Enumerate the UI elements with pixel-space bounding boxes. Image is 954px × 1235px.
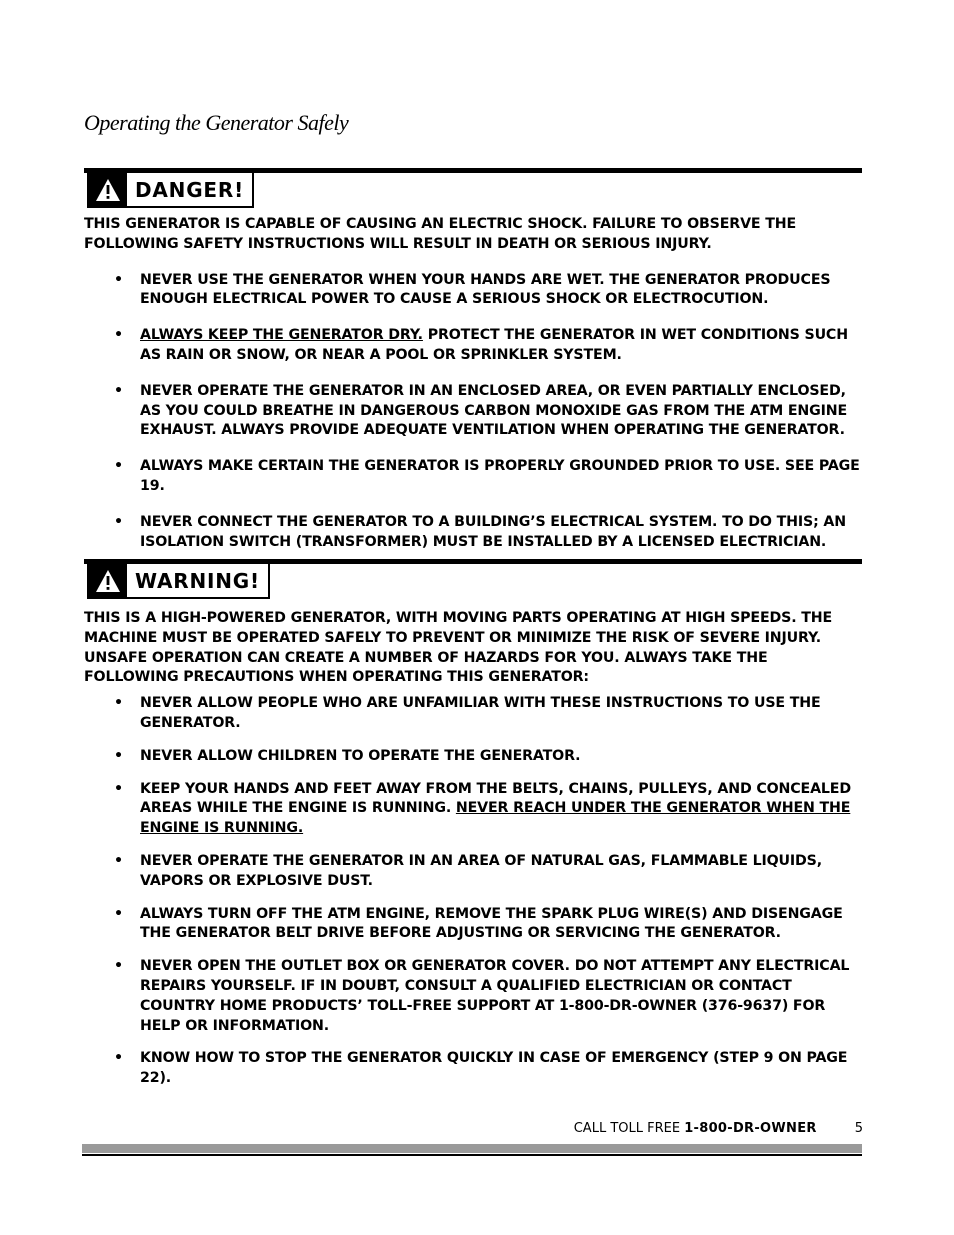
bullet-icon: • bbox=[114, 1050, 123, 1067]
item-text: KNOW HOW TO STOP THE GENERATOR QUICKLY IN CASE OF EMERGENCY (STEP 9 ON PAGE 22). bbox=[140, 1050, 848, 1087]
list-item bbox=[84, 382, 862, 441]
list-item bbox=[84, 326, 862, 366]
list-item bbox=[84, 905, 862, 945]
bullet-icon: • bbox=[114, 382, 123, 399]
footer-rule bbox=[82, 1144, 862, 1156]
bullet-icon: • bbox=[114, 747, 123, 764]
list-item bbox=[84, 271, 862, 311]
danger-list bbox=[84, 271, 862, 553]
list-item bbox=[84, 457, 862, 497]
bullet-icon: • bbox=[114, 780, 123, 797]
warning-triangle-icon bbox=[89, 564, 127, 597]
list-item bbox=[84, 780, 862, 839]
warning-label-box bbox=[87, 562, 270, 599]
list-item bbox=[84, 852, 862, 892]
warning-list bbox=[84, 694, 862, 1089]
bullet-icon: • bbox=[114, 327, 123, 344]
item-text: KEEP YOUR HANDS AND FEET AWAY FROM THE BELTS, CHAINS, PULLEYS, AND CONCEALED AREAS WHILE THE ENGINE IS RUNNING. bbox=[140, 780, 851, 817]
footer-call-label: CALL TOLL FREE bbox=[573, 1121, 685, 1136]
bullet-icon: • bbox=[114, 852, 123, 869]
warning-section bbox=[84, 559, 862, 1102]
bullet-icon: • bbox=[114, 905, 123, 922]
list-item bbox=[84, 747, 862, 767]
danger-intro: THIS GENERATOR IS CAPABLE OF CAUSING AN ELECTRIC SHOCK. FAILURE TO OBSERVE THE FOLLOWING SAFETY INSTRUCTIONS WILL RESULT IN DEATH OR SERIOUS INJURY. bbox=[84, 216, 797, 252]
item-text: NEVER OPERATE THE GENERATOR IN AN AREA OF NATURAL GAS, FLAMMABLE LIQUIDS, VAPORS OR EXPLOSIVE DUST. bbox=[140, 852, 822, 889]
item-text: NEVER CONNECT THE GENERATOR TO A BUILDING’S ELECTRICAL SYSTEM. TO DO THIS; AN ISOLATION SWITCH (TRANSFORMER) MUST BE INSTALLED BY A LICENSED ELECTRICIAN. bbox=[140, 513, 846, 550]
list-item bbox=[84, 694, 862, 734]
bullet-icon: • bbox=[114, 458, 123, 475]
item-text: NEVER USE THE GENERATOR WHEN YOUR HANDS ARE WET. THE GENERATOR PRODUCES ENOUGH ELECTRICAL POWER TO CAUSE A SERIOUS SHOCK OR ELECTROCUTION. bbox=[140, 271, 831, 308]
bullet-icon: • bbox=[114, 271, 123, 288]
underlined-text: NEVER REACH UNDER THE GENERATOR WHEN THE ENGINE IS RUNNING. bbox=[140, 800, 851, 837]
item-text: NEVER ALLOW CHILDREN TO OPERATE THE GENERATOR. bbox=[140, 747, 581, 764]
footer-phone: 1-800-DR-OWNER bbox=[684, 1121, 817, 1136]
danger-label-box bbox=[87, 171, 254, 208]
page-number: 5 bbox=[854, 1121, 863, 1136]
danger-banner bbox=[84, 168, 862, 208]
warning-banner bbox=[84, 559, 862, 599]
warning-triangle-icon bbox=[89, 173, 127, 206]
page-title: Operating the Generator Safely bbox=[84, 110, 349, 135]
bullet-icon: • bbox=[114, 513, 123, 530]
footer bbox=[574, 1121, 863, 1136]
bullet-icon: • bbox=[114, 695, 123, 712]
item-text: NEVER OPERATE THE GENERATOR IN AN ENCLOSED AREA, OR EVEN PARTIALLY ENCLOSED, AS YOU COULD BREATHE IN DANGEROUS CARBON MONOXIDE GAS FROM THE ATM ENGINE EXHAUST. ALWAYS PROVIDE ADEQUATE VENTILATION WHEN OPERATING THE GENERATOR. bbox=[140, 382, 848, 439]
item-text: ALWAYS MAKE CERTAIN THE GENERATOR IS PROPERLY GROUNDED PRIOR TO USE. SEE PAGE 19. bbox=[140, 458, 860, 494]
item-text: ALWAYS TURN OFF THE ATM ENGINE, REMOVE THE SPARK PLUG WIRE(S) AND DISENGAGE THE GENERATOR BELT DRIVE BEFORE ADJUSTING OR SERVICING THE GENERATOR. bbox=[140, 905, 843, 942]
danger-label: DANGER! bbox=[135, 177, 245, 202]
bullet-icon: • bbox=[114, 958, 123, 975]
danger-section bbox=[84, 168, 862, 568]
item-text: NEVER ALLOW PEOPLE WHO ARE UNFAMILIAR WITH THESE INSTRUCTIONS TO USE THE GENERATOR. bbox=[140, 695, 821, 731]
list-item bbox=[84, 1049, 862, 1089]
warning-label: WARNING! bbox=[135, 568, 260, 593]
underlined-text: ALWAYS KEEP THE GENERATOR DRY. bbox=[140, 327, 423, 344]
list-item bbox=[84, 513, 862, 553]
list-item bbox=[84, 957, 862, 1036]
item-text: NEVER OPEN THE OUTLET BOX OR GENERATOR COVER. DO NOT ATTEMPT ANY ELECTRICAL REPAIRS YOURSELF. IF IN DOUBT, CONSULT A QUALIFIED ELECTRICIAN OR CONTACT COUNTRY HOME PRODUCTS’ TOLL-FREE SUPPORT AT 1-800-DR-OWNER (376-9637) FOR HELP OR INFORMATION. bbox=[140, 958, 850, 1034]
item-text: PROTECT THE GENERATOR IN WET CONDITIONS SUCH AS RAIN OR SNOW, OR NEAR A POOL OR SPRINKLER SYSTEM. bbox=[140, 327, 848, 363]
warning-intro: THIS IS A HIGH-POWERED GENERATOR, WITH MOVING PARTS OPERATING AT HIGH SPEEDS. THE MACHINE MUST BE OPERATED SAFELY TO PREVENT OR MINIMIZE THE RISK OF SEVERE INJURY. UNSAFE OPERATION CAN CREATE A NUMBER OF HAZARDS FOR YOU. ALWAYS TAKE THE FOLLOWING PRECAUTIONS WHEN OPERATING THIS GENERATOR: bbox=[84, 610, 833, 686]
